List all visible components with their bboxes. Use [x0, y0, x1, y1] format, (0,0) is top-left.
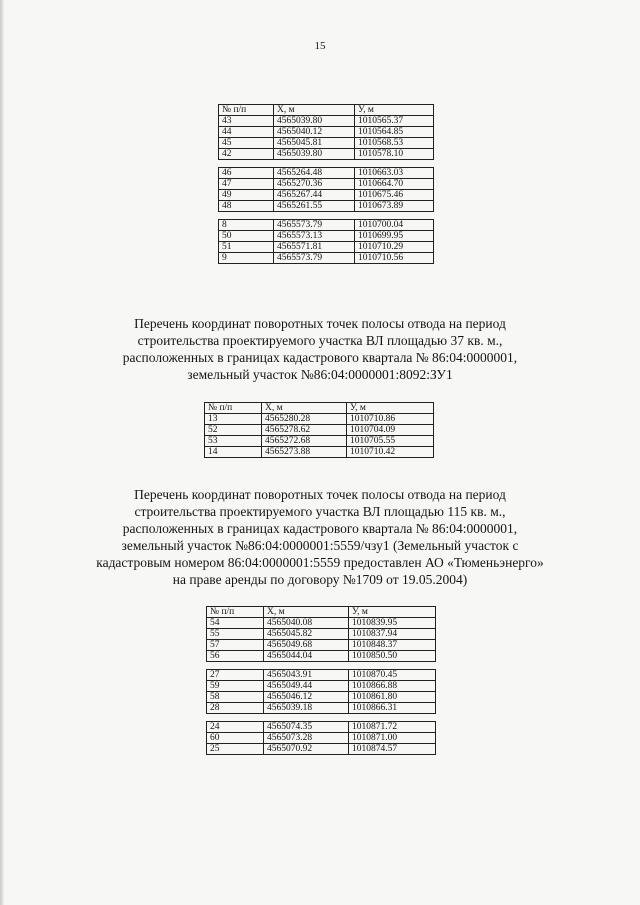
point-number-cell: 57 — [207, 640, 264, 651]
x-cell: 4565261.55 — [274, 201, 355, 212]
point-number-cell: 48 — [219, 201, 274, 212]
caption-line: на праве аренды по договору №1709 от 19.05.2004) — [172, 572, 468, 587]
header-x: X, м — [274, 105, 355, 116]
x-cell: 4565272.68 — [262, 436, 347, 447]
table-row — [219, 253, 434, 264]
y-cell: 1010704.09 — [347, 425, 434, 436]
point-number-cell: 25 — [207, 744, 264, 755]
point-number-cell: 44 — [219, 127, 274, 138]
y-cell: 1010700.04 — [355, 220, 434, 231]
page-edge — [0, 0, 4, 905]
header-num: № п/п — [205, 403, 262, 414]
page-number: 15 — [314, 40, 326, 52]
x-cell: 4565070.92 — [264, 744, 349, 755]
x-cell: 4565573.13 — [274, 231, 355, 242]
point-number-cell: 28 — [207, 703, 264, 714]
table-row — [207, 670, 436, 681]
table-row — [207, 651, 436, 662]
table-row — [207, 722, 436, 733]
x-cell: 4565280.28 — [262, 414, 347, 425]
y-cell: 1010837.94 — [349, 629, 436, 640]
point-number-cell: 55 — [207, 629, 264, 640]
point-number-cell: 43 — [219, 116, 274, 127]
y-cell: 1010866.31 — [349, 703, 436, 714]
table-row — [219, 127, 434, 138]
caption-line: строительства проектируемого участка ВЛ площадью 37 кв. м., — [137, 333, 503, 348]
y-cell: 1010861.80 — [349, 692, 436, 703]
x-cell: 4565049.44 — [264, 681, 349, 692]
x-cell: 4565573.79 — [274, 253, 355, 264]
table-row — [207, 618, 436, 629]
y-cell: 1010848.37 — [349, 640, 436, 651]
group-separator — [219, 160, 434, 168]
table-row — [207, 703, 436, 714]
table-row — [219, 242, 434, 253]
point-number-cell: 52 — [205, 425, 262, 436]
section-2-caption — [60, 315, 580, 383]
y-cell: 1010710.42 — [347, 447, 434, 458]
x-cell: 4565278.62 — [262, 425, 347, 436]
caption-line: расположенных в границах кадастрового квартала № 86:04:0000001, — [122, 350, 518, 365]
table-row — [219, 220, 434, 231]
point-number-cell: 24 — [207, 722, 264, 733]
coordinates-table-3 — [206, 606, 436, 755]
y-cell: 1010839.95 — [349, 618, 436, 629]
point-number-cell: 54 — [207, 618, 264, 629]
table-row — [205, 447, 434, 458]
table-row — [207, 692, 436, 703]
point-number-cell: 9 — [219, 253, 274, 264]
table-row — [219, 149, 434, 160]
x-cell: 4565043.91 — [264, 670, 349, 681]
table-row — [205, 414, 434, 425]
x-cell: 4565074.35 — [264, 722, 349, 733]
y-cell: 1010568.53 — [355, 138, 434, 149]
x-cell: 4565267.44 — [274, 190, 355, 201]
y-cell: 1010866.88 — [349, 681, 436, 692]
point-number-cell: 49 — [219, 190, 274, 201]
table-block-1 — [218, 104, 434, 264]
y-cell: 1010870.45 — [349, 670, 436, 681]
caption-line: расположенных в границах кадастрового квартала № 86:04:0000001, — [122, 521, 518, 536]
y-cell: 1010874.57 — [349, 744, 436, 755]
table-row — [219, 231, 434, 242]
y-cell: 1010710.86 — [347, 414, 434, 425]
point-number-cell: 8 — [219, 220, 274, 231]
header-x: X, м — [264, 607, 349, 618]
x-cell: 4565040.08 — [264, 618, 349, 629]
y-cell: 1010565.37 — [355, 116, 434, 127]
y-cell: 1010871.72 — [349, 722, 436, 733]
table-row — [219, 179, 434, 190]
point-number-cell: 47 — [219, 179, 274, 190]
point-number-cell: 51 — [219, 242, 274, 253]
x-cell: 4565571.81 — [274, 242, 355, 253]
table-row — [219, 116, 434, 127]
table-row — [219, 190, 434, 201]
coordinates-table-1 — [218, 104, 434, 264]
point-number-cell: 13 — [205, 414, 262, 425]
y-cell: 1010564.85 — [355, 127, 434, 138]
x-cell: 4565073.28 — [264, 733, 349, 744]
table-row — [207, 640, 436, 651]
y-cell: 1010705.55 — [347, 436, 434, 447]
section-3-caption — [60, 486, 580, 588]
table-header-row — [205, 403, 434, 414]
x-cell: 4565273.88 — [262, 447, 347, 458]
x-cell: 4565045.82 — [264, 629, 349, 640]
x-cell: 4565573.79 — [274, 220, 355, 231]
header-num: № п/п — [207, 607, 264, 618]
header-x: X, м — [262, 403, 347, 414]
point-number-cell: 58 — [207, 692, 264, 703]
point-number-cell: 45 — [219, 138, 274, 149]
table-row — [207, 629, 436, 640]
point-number-cell: 42 — [219, 149, 274, 160]
point-number-cell: 50 — [219, 231, 274, 242]
table-row — [219, 138, 434, 149]
y-cell: 1010675.46 — [355, 190, 434, 201]
point-number-cell: 56 — [207, 651, 264, 662]
y-cell: 1010710.29 — [355, 242, 434, 253]
coordinates-table-2 — [204, 402, 434, 458]
y-cell: 1010664.70 — [355, 179, 434, 190]
y-cell: 1010871.00 — [349, 733, 436, 744]
group-separator — [219, 212, 434, 220]
y-cell: 1010850.50 — [349, 651, 436, 662]
x-cell: 4565044.04 — [264, 651, 349, 662]
point-number-cell: 59 — [207, 681, 264, 692]
point-number-cell: 60 — [207, 733, 264, 744]
caption-line: кадастровым номером 86:04:0000001:5559 предоставлен АО «Тюменьэнерго» — [96, 555, 544, 570]
caption-line: земельный участок №86:04:0000001:8092:ЗУ1 — [187, 367, 453, 382]
table-row — [207, 681, 436, 692]
y-cell: 1010673.89 — [355, 201, 434, 212]
x-cell: 4565039.18 — [264, 703, 349, 714]
header-y: У, м — [355, 105, 434, 116]
x-cell: 4565039.80 — [274, 149, 355, 160]
table-row — [205, 436, 434, 447]
point-number-cell: 14 — [205, 447, 262, 458]
y-cell: 1010710.56 — [355, 253, 434, 264]
group-separator — [207, 714, 436, 722]
table-row — [207, 744, 436, 755]
caption-line: строительства проектируемого участка ВЛ площадью 115 кв. м., — [134, 504, 506, 519]
x-cell: 4565045.81 — [274, 138, 355, 149]
caption-line: Перечень координат поворотных точек полосы отвода на период — [134, 487, 506, 502]
header-num: № п/п — [219, 105, 274, 116]
x-cell: 4565039.80 — [274, 116, 355, 127]
table-row — [207, 733, 436, 744]
x-cell: 4565040.12 — [274, 127, 355, 138]
table-row — [219, 168, 434, 179]
header-y: У, м — [347, 403, 434, 414]
x-cell: 4565270.36 — [274, 179, 355, 190]
y-cell: 1010663.03 — [355, 168, 434, 179]
table-row — [219, 201, 434, 212]
header-y: У, м — [349, 607, 436, 618]
y-cell: 1010578.10 — [355, 149, 434, 160]
caption-line: Перечень координат поворотных точек полосы отвода на период — [134, 316, 506, 331]
x-cell: 4565049.68 — [264, 640, 349, 651]
point-number-cell: 27 — [207, 670, 264, 681]
x-cell: 4565046.12 — [264, 692, 349, 703]
caption-line: земельный участок №86:04:0000001:5559/чзу1 (Земельный участок с — [121, 538, 519, 553]
y-cell: 1010699.95 — [355, 231, 434, 242]
table-header-row — [207, 607, 436, 618]
table-header-row — [219, 105, 434, 116]
x-cell: 4565264.48 — [274, 168, 355, 179]
point-number-cell: 46 — [219, 168, 274, 179]
table-row — [205, 425, 434, 436]
point-number-cell: 53 — [205, 436, 262, 447]
table-block-2 — [204, 402, 434, 458]
table-block-3 — [206, 606, 436, 755]
group-separator — [207, 662, 436, 670]
